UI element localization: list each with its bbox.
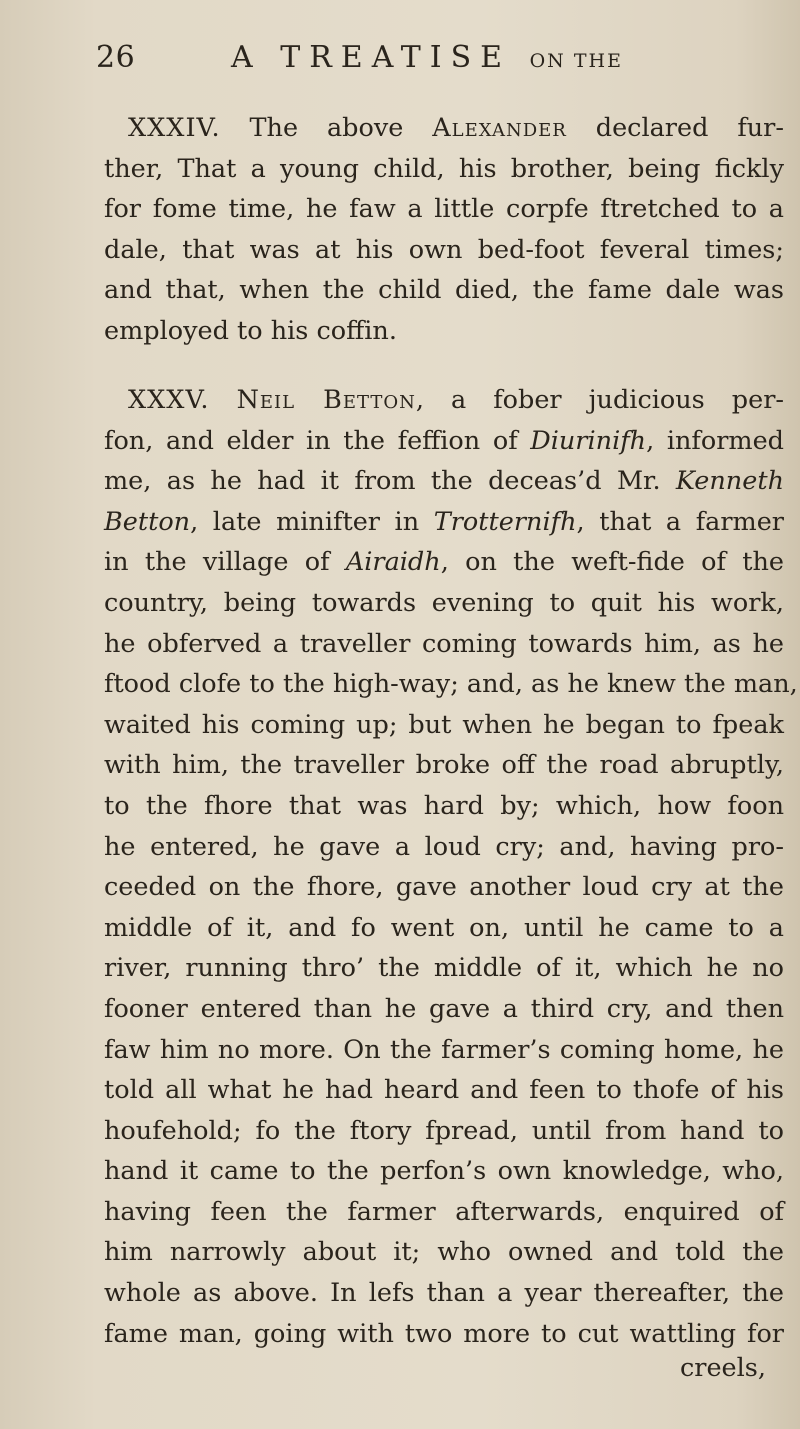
text-line: fon, and elder in the feffion of Diurinifh, informed	[104, 425, 784, 456]
text-line: houfehold; fo the ftory fpread, until from hand to	[104, 1115, 784, 1146]
text-line: hand it came to the perfon’s own knowledge, who,	[104, 1156, 784, 1187]
text-line: employed to his coffin.	[104, 315, 397, 346]
text-line: and that, when the child died, the fame dale was	[104, 275, 784, 306]
text-line: waited his coming up; but when he began to fpeak	[104, 709, 784, 740]
paragraph-xxxiv	[104, 108, 784, 352]
text-line: faw him no more. On the farmer’s coming home, he	[104, 1034, 784, 1065]
text-line: XXXV. Neil Betton, a fober judicious per-	[128, 385, 784, 415]
text-line: with him, the traveller broke off the road abruptly,	[104, 750, 784, 781]
text-line: he obferved a traveller coming towards him, as he	[104, 628, 784, 659]
text-line: ceeded on the fhore, gave another loud cry at the	[104, 872, 784, 903]
text-line: me, as he had it from the deceas’d Mr. Kenneth	[104, 466, 784, 497]
text-line: he entered, he gave a loud cry; and, having pro-	[104, 831, 784, 862]
text-line: to the fhore that was hard by; which, how foon	[104, 790, 784, 821]
text-line: him narrowly about it; who owned and told the	[104, 1237, 784, 1268]
catchword: creels,	[680, 1353, 767, 1383]
running-head-suffix: ON THE	[529, 50, 623, 72]
text-line: Betton, late minifter in Trotternifh, that a farmer	[104, 506, 784, 537]
running-head	[231, 40, 623, 75]
page-number: 26	[96, 40, 136, 75]
text-line: ftood clofe to the high-way; and, as he knew the man,	[104, 669, 798, 700]
running-head-title: A TREATISE	[231, 40, 512, 75]
text-line: middle of it, and fo went on, until he came to a	[104, 912, 784, 943]
text-line: fame man, going with two more to cut wattling for	[104, 1318, 784, 1349]
text-line: told all what he had heard and feen to thofe of his	[104, 1075, 784, 1106]
text-line: having feen the farmer afterwards, enquired of	[104, 1196, 784, 1227]
text-line: in the village of Airaidh, on the weft-fide of the	[104, 547, 784, 578]
text-line: dale, that was at his own bed-foot feveral times;	[104, 234, 784, 265]
text-line: country, being towards evening to quit his work,	[104, 587, 784, 618]
text-line: river, running thro’ the middle of it, which he no	[104, 953, 784, 984]
text-line: for fome time, he faw a little corpfe ftretched to a	[104, 194, 784, 225]
text-line: whole as above. In lefs than a year thereafter, the	[104, 1278, 784, 1309]
text-line: ther, That a young child, his brother, being fickly	[104, 153, 784, 184]
text-line: fooner entered than he gave a third cry, and then	[104, 993, 784, 1024]
paragraph-xxxv	[104, 380, 798, 1354]
page-header	[96, 40, 760, 90]
text-line: XXXIV. The above Alexander declared fur-	[128, 113, 784, 143]
